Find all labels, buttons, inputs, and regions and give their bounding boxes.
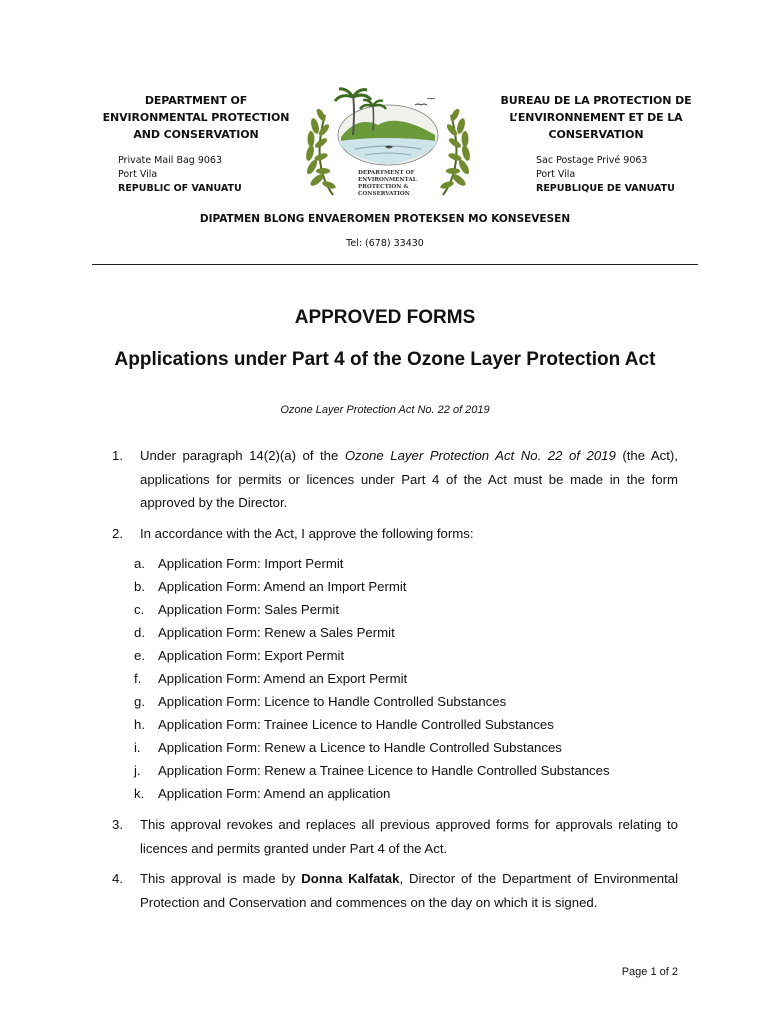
director-name: Donna Kalfatak — [301, 871, 400, 886]
letterhead-left — [91, 92, 301, 196]
list-item — [112, 736, 678, 759]
list-item-text: Application Form: Trainee Licence to Handle Controlled Substances — [158, 717, 554, 732]
list-item-text: Application Form: Amend an application — [158, 786, 391, 801]
list-item-letter: a. — [134, 556, 145, 571]
department-name-english: DEPARTMENT OF ENVIRONMENTAL PROTECTION AND CONSERVATION — [102, 94, 290, 141]
list-item — [112, 667, 678, 690]
list-item-letter: i. — [134, 740, 141, 755]
document-subtitle: Applications under Part 4 of the Ozone Layer Protection Act — [114, 349, 656, 370]
approved-forms-list — [112, 552, 678, 805]
list-item-text: Application Form: Licence to Handle Controlled Substances — [158, 694, 507, 709]
laurel-right-icon — [439, 107, 471, 195]
telephone: Tel: (678) 33430 — [346, 238, 424, 249]
list-item-letter: e. — [134, 648, 145, 663]
letterhead-right — [491, 92, 701, 196]
address-french: Sac Postage Privé 9063 Port Vila REPUBLIQUE DE VANUATU — [536, 155, 675, 194]
act-name-italic: Ozone Layer Protection Act No. 22 of 2019 — [344, 448, 616, 463]
list-item-text: Application Form: Renew a Sales Permit — [158, 625, 395, 640]
list-item-text: Application Form: Export Permit — [158, 648, 345, 663]
list-item-letter: g. — [134, 694, 145, 709]
list-item — [112, 759, 678, 782]
svg-text:PROTECTION &: PROTECTION & — [358, 184, 409, 190]
list-item — [112, 713, 678, 736]
page-number: Page 1 of 2 — [621, 966, 678, 978]
paragraph-4: 4. This approval is made by Donna Kalfatak, Director of the Department of Environmental Protection and Conservation and commences on the day on which it is signed. — [112, 871, 678, 910]
list-item — [112, 552, 678, 575]
list-item — [112, 782, 678, 805]
list-item-text: Application Form: Import Permit — [158, 556, 344, 571]
address-english: Private Mail Bag 9063 Port Vila REPUBLIC OF VANUATU — [118, 155, 242, 194]
list-item-text: Application Form: Amend an Import Permit — [158, 579, 407, 594]
logo-caption — [358, 170, 417, 197]
list-item — [112, 621, 678, 644]
list-item-text: Application Form: Renew a Trainee Licence to Handle Controlled Substances — [158, 763, 610, 778]
list-item-text: Application Form: Sales Permit — [158, 602, 340, 617]
svg-text:ENVIRONMENTAL: ENVIRONMENTAL — [358, 177, 417, 183]
document-body — [112, 444, 678, 921]
list-item-letter: h. — [134, 717, 145, 732]
list-item — [112, 690, 678, 713]
list-item-letter: k. — [134, 786, 145, 801]
svg-text:CONSERVATION: CONSERVATION — [358, 191, 410, 197]
list-item-text: Application Form: Amend an Export Permit — [158, 671, 408, 686]
paragraph-1: 1. Under paragraph 14(2)(a) of the Ozone Layer Protection Act No. 22 of 2019 (the Act), applications for permits or licences under Part 4 of the Act must be made in the form approved by the Director. — [112, 448, 678, 510]
act-reference: Ozone Layer Protection Act No. 22 of 2019 — [280, 404, 490, 416]
list-item-letter: f. — [134, 671, 142, 686]
island-emblem-icon — [335, 89, 438, 165]
header-divider — [92, 264, 698, 265]
list-item — [112, 598, 678, 621]
laurel-left-icon — [305, 107, 337, 195]
list-item — [112, 575, 678, 598]
list-item-letter: c. — [134, 602, 145, 617]
list-item-letter: b. — [134, 579, 145, 594]
list-item-letter: d. — [134, 625, 145, 640]
department-logo — [303, 85, 473, 201]
department-name-bislama: DIPATMEN BLONG ENVAEROMEN PROTEKSEN MO KONSEVESEN — [199, 213, 571, 225]
svg-text:DEPARTMENT OF: DEPARTMENT OF — [358, 170, 415, 176]
list-item-text: Application Form: Renew a Licence to Handle Controlled Substances — [158, 740, 562, 755]
paragraph-3: 3. This approval revokes and replaces all previous approved forms for approvals relating to licences and permits granted under Part 4 of the Act. — [112, 817, 678, 856]
department-name-french: BUREAU DE LA PROTECTION DE L’ENVIRONNEMENT ET DE LA CONSERVATION — [500, 94, 692, 141]
paragraph-2: 2. In accordance with the Act, I approve the following forms: — [112, 525, 474, 541]
document-title: APPROVED FORMS — [294, 307, 476, 328]
list-item — [112, 644, 678, 667]
list-item-letter: j. — [134, 763, 141, 778]
